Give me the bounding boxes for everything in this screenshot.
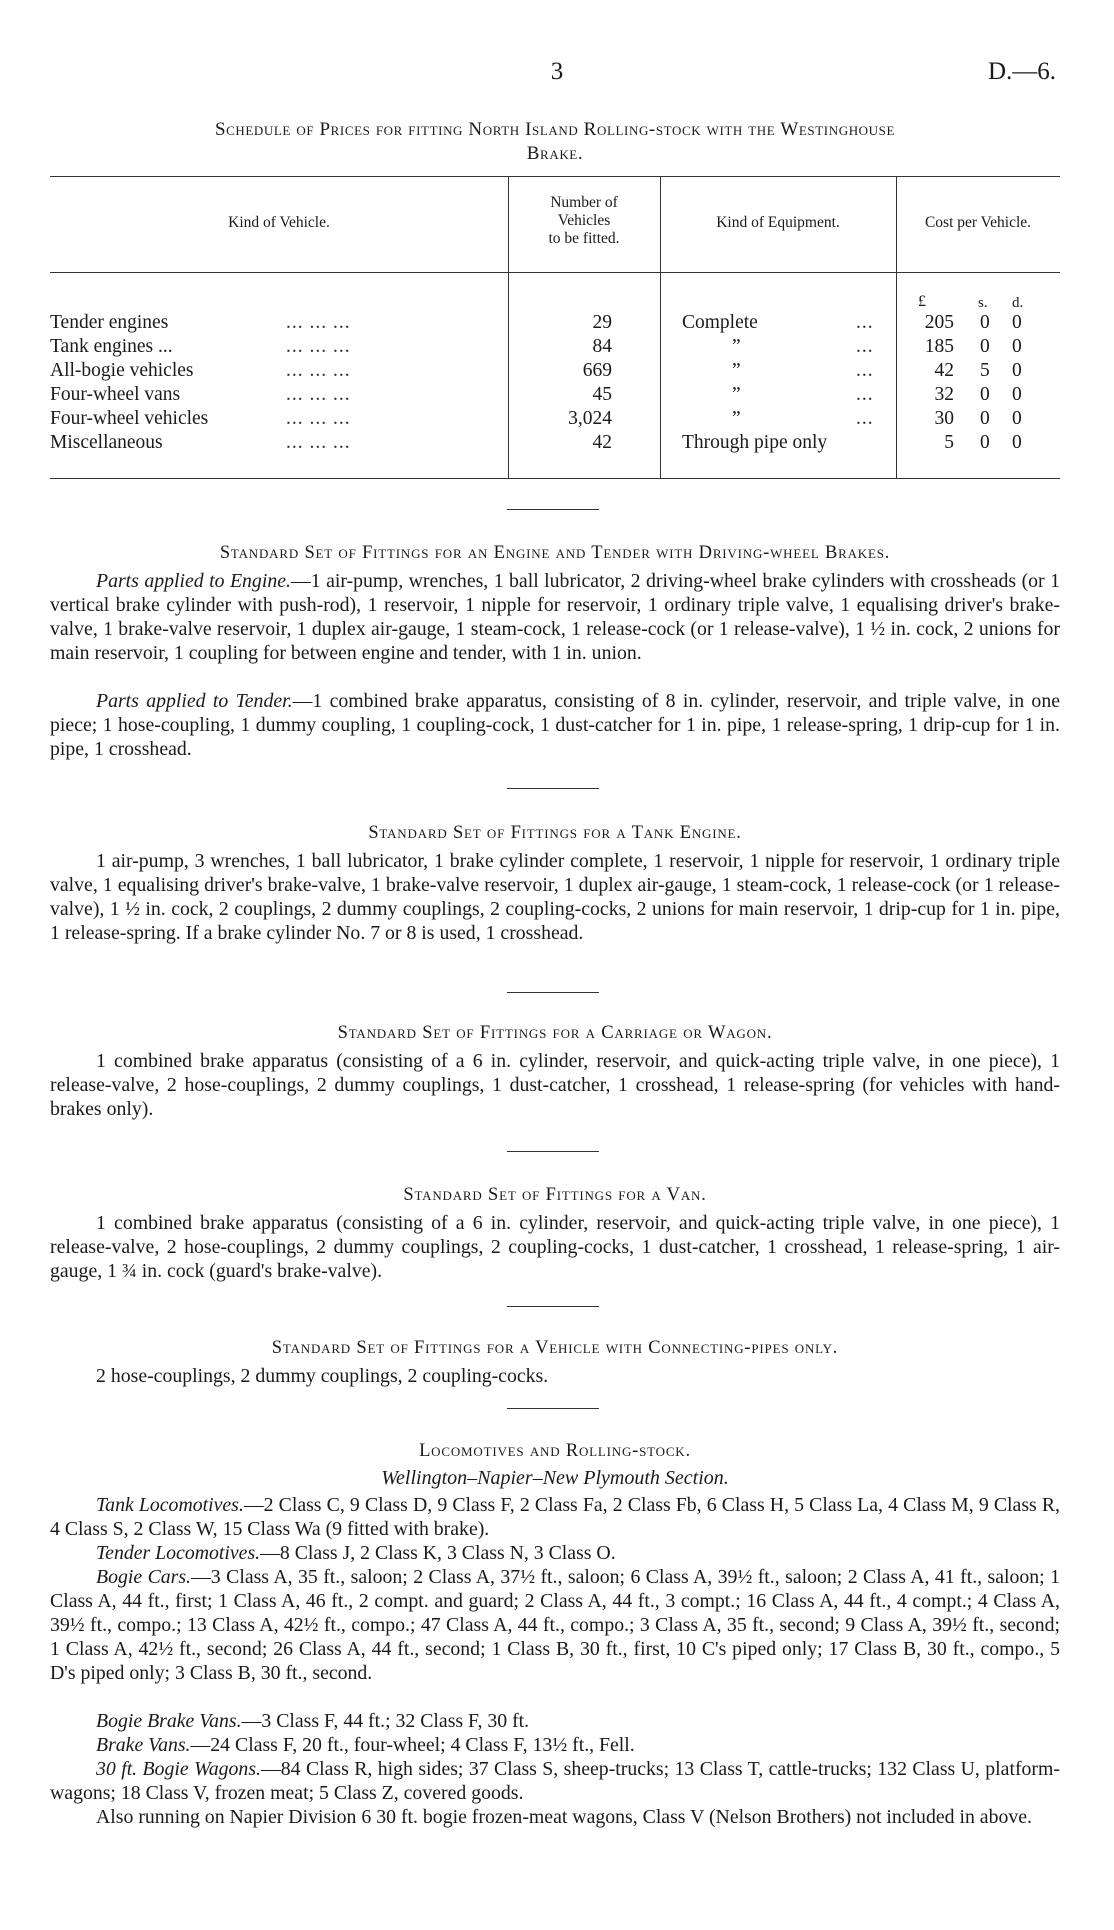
row-pence: 0 <box>1012 312 1022 333</box>
bogie-brake-vans-text: —3 Class F, 44 ft.; 32 Class F, 30 ft. <box>241 1710 530 1732</box>
schedule-title-line1: Schedule of Prices for fitting North Island Rolling-stock with the Westinghouse <box>214 119 896 140</box>
section-heading-tank-engine: Standard Set of Fittings for a Tank Engine. <box>368 823 742 843</box>
row-shillings: 0 <box>980 312 990 333</box>
paragraph-bogie-brake-vans <box>50 1709 1060 1733</box>
tender-parts-text: —1 combined brake apparatus, consisting of 8 in. cylinder, reservoir, and triple valve, in one piece; 1 hose-coupling, 1 dummy coupling, 1 coupling-cock, 1 dust-catcher for 1 in. pipe, 1 release-spring, 1 drip-cup for 1 in. pipe, 1 crosshead. <box>50 690 1060 760</box>
row-equipment: ” <box>732 408 741 429</box>
section-separator <box>507 509 599 510</box>
row-pounds: 205 <box>924 312 954 333</box>
row-equipment-dots: ... <box>856 408 874 429</box>
paragraph-bogie-cars <box>50 1565 1060 1685</box>
row-equipment: ” <box>732 360 741 381</box>
bogie-wagons-label: 30 ft. Bogie Wagons. <box>96 1758 261 1780</box>
row-dots: ... ... ... <box>286 360 351 381</box>
row-pence: 0 <box>1012 360 1022 381</box>
brake-vans-text: —24 Class F, 20 ft., four-wheel; 4 Class F, 13½ ft., Fell. <box>190 1734 635 1756</box>
header-number-line3: to be fitted. <box>548 230 620 247</box>
row-dots: ... ... ... <box>286 384 351 405</box>
row-equipment: ” <box>732 384 741 405</box>
row-number: 669 <box>582 360 612 381</box>
row-kind: Four-wheel vans <box>50 384 181 405</box>
header-kind-of-vehicle: Kind of Vehicle. <box>228 214 330 231</box>
header-number-line1: Number of <box>550 194 618 211</box>
table-header-rule <box>50 272 1060 273</box>
header-cost-per-vehicle: Cost per Vehicle. <box>924 214 1032 231</box>
row-equipment: ” <box>732 336 741 357</box>
row-pounds: 185 <box>924 336 954 357</box>
paragraph-carriage-wagon: 1 combined brake apparatus (consisting of a 6 in. cylinder, reservoir, and quick-acting triple valve, in one piece), 1 release-valve, 2 hose-couplings, 2 dummy couplings, 1 dust-catcher, 1 crosshead, 1 release-spring (for vehicles with hand-brakes only). <box>50 1050 1060 1120</box>
row-pounds: 5 <box>944 432 954 453</box>
row-pounds: 30 <box>934 408 954 429</box>
row-equipment-dots: ... <box>856 312 874 333</box>
bogie-cars-text: —3 Class A, 35 ft., saloon; 2 Class A, 37½ ft., saloon; 6 Class A, 39½ ft., saloon; 2 Class A, 41 ft., saloon; 1 Class A, 44 ft., first; 1 Class A, 46 ft., 2 compt. and guard; 2 Class A, 44 ft., 3 compt.; 16 Class A, 44 ft., 4 compt.; 4 Class A, 39½ ft., compo.; 13 Class A, 42½ ft., compo.; 47 Class A, 44 ft., compo.; 3 Class A, 35 ft., second; 9 Class A, 39½ ft., second; 1 Class A, 42½ ft., second; 26 Class A, 44 ft., second; 1 Class B, 30 ft., first, 10 C's piped only; 17 Class B, 30 ft., compo., 5 D's piped only; 3 Class B, 30 ft., second. <box>50 1566 1061 1684</box>
row-dots: ... ... ... <box>286 312 351 333</box>
row-dots: ... ... ... <box>286 408 351 429</box>
row-number: 84 <box>592 336 612 357</box>
row-number: 45 <box>592 384 612 405</box>
engine-parts-label: Parts applied to Engine. <box>96 570 291 592</box>
row-pounds: 32 <box>934 384 954 405</box>
row-kind: Four-wheel vehicles <box>50 408 209 429</box>
paragraph-tender-locomotives <box>50 1541 1060 1565</box>
row-equipment: Through pipe only <box>682 432 828 453</box>
section-separator <box>507 1408 599 1409</box>
section-heading-connecting-pipes: Standard Set of Fittings for a Vehicle with Connecting-pipes only. <box>271 1338 839 1358</box>
bogie-cars-label: Bogie Cars. <box>96 1566 192 1588</box>
section-separator <box>507 992 599 993</box>
row-pence: 0 <box>1012 408 1022 429</box>
paragraph-engine-parts <box>50 569 1060 665</box>
section-separator <box>507 1306 599 1307</box>
row-shillings: 0 <box>980 408 990 429</box>
row-equipment-dots: ... <box>856 336 874 357</box>
bogie-brake-vans-label: Bogie Brake Vans. <box>96 1710 242 1732</box>
document-reference: D.—6. <box>987 58 1056 85</box>
tender-locomotives-label: Tender Locomotives. <box>96 1542 261 1564</box>
row-dots: ... ... ... <box>286 336 351 357</box>
paragraph-brake-vans <box>50 1733 1060 1757</box>
row-kind: All-bogie vehicles <box>50 360 194 381</box>
currency-shillings: s. <box>978 295 988 311</box>
tender-locomotives-text: —8 Class J, 2 Class K, 3 Class N, 3 Class O. <box>260 1542 616 1564</box>
paragraph-napier-division: Also running on Napier Division 6 30 ft. bogie frozen-meat wagons, Class V (Nelson Brothers) not included in above. <box>96 1806 1032 1828</box>
paragraph-tank-engine: 1 air-pump, 3 wrenches, 1 ball lubricator, 1 brake cylinder complete, 1 reservoir, 1 nipple for reservoir, 1 ordinary triple valve, 1 equalising driver's brake-valve, 1 brake-valve reservoir, 1 duplex air-gauge, 1 steam-cock, 1 release-cock (or 1 release-valve), 1 ½ in. cock, 2 couplings, 2 dummy couplings, 2 coupling-cocks, 2 unions for main reservoir, 1 drip-cup for 1 in. pipe, 1 release-spring. If a brake cylinder No. 7 or 8 is used, 1 crosshead. <box>50 850 1060 944</box>
header-kind-of-equipment: Kind of Equipment. <box>716 214 840 231</box>
row-number: 42 <box>592 432 612 453</box>
paragraph-tank-locomotives <box>50 1493 1060 1541</box>
table-bottom-rule <box>50 478 1060 479</box>
currency-pounds: £ <box>918 293 926 310</box>
page-number: 3 <box>550 58 564 85</box>
header-number-of-vehicles <box>508 194 660 248</box>
row-number: 3,024 <box>568 408 612 429</box>
row-equipment: Complete <box>682 312 758 333</box>
row-kind: Miscellaneous <box>50 432 163 453</box>
header-number-line2: Vehicles <box>557 212 611 229</box>
section-subheading-wellington: Wellington–Napier–New Plymouth Section. <box>381 1467 729 1489</box>
section-heading-locomotives: Locomotives and Rolling-stock. <box>419 1441 691 1461</box>
schedule-title-line2: Brake. <box>526 143 584 164</box>
row-shillings: 0 <box>980 384 990 405</box>
row-number: 29 <box>592 312 612 333</box>
row-shillings: 0 <box>980 336 990 357</box>
row-dots: ... ... ... <box>286 432 351 453</box>
tank-locomotives-text: —2 Class C, 9 Class D, 9 Class F, 2 Class Fa, 2 Class Fb, 6 Class H, 5 Class La, 4 Class M, 9 Class R, 4 Class S, 2 Class W, 15 Class Wa (9 fitted with brake). <box>50 1494 1060 1540</box>
row-shillings: 0 <box>980 432 990 453</box>
section-separator <box>507 1151 599 1152</box>
paragraph-tender-parts <box>50 689 1060 761</box>
paragraph-van: 1 combined brake apparatus (consisting of a 6 in. cylinder, reservoir, and quick-acting triple valve, in one piece), 1 release-valve, 2 hose-couplings, 2 dummy couplings, 2 coupling-cocks, 1 dust-catcher, 1 crosshead, 1 release-spring, 1 air-gauge, 1 ¾ in. cock (guard's brake-valve). <box>50 1212 1060 1282</box>
section-separator <box>507 788 599 789</box>
paragraph-bogie-wagons <box>50 1757 1060 1805</box>
row-kind: Tank engines ... <box>50 336 173 357</box>
section-heading-carriage-wagon: Standard Set of Fittings for a Carriage or Wagon. <box>337 1023 773 1043</box>
paragraph-connecting-pipes: 2 hose-couplings, 2 dummy couplings, 2 coupling-cocks. <box>96 1365 549 1387</box>
row-shillings: 5 <box>980 360 990 381</box>
tender-parts-label: Parts applied to Tender. <box>96 690 293 712</box>
currency-pence: d. <box>1012 295 1024 311</box>
bogie-wagons-text: —84 Class R, high sides; 37 Class S, sheep-trucks; 13 Class T, cattle-trucks; 132 Class U, platform-wagons; 18 Class V, frozen meat; 5 Class Z, covered goods. <box>50 1758 1060 1804</box>
table-top-rule <box>50 176 1060 177</box>
row-kind: Tender engines <box>50 312 169 333</box>
row-pence: 0 <box>1012 432 1022 453</box>
row-equipment-dots: ... <box>856 384 874 405</box>
section-heading-engine-tender: Standard Set of Fittings for an Engine and Tender with Driving-wheel Brakes. <box>219 543 891 563</box>
row-pence: 0 <box>1012 336 1022 357</box>
tank-locomotives-label: Tank Locomotives. <box>96 1494 244 1516</box>
row-pounds: 42 <box>934 360 954 381</box>
row-pence: 0 <box>1012 384 1022 405</box>
engine-parts-text: —1 air-pump, wrenches, 1 ball lubricator, 2 driving-wheel brake cylinders with crossheads (or 1 vertical brake cylinder with push-rod), 1 reservoir, 1 nipple for reservoir, 1 ordinary triple valve, 1 equalising driver's brake-valve, 1 brake-valve reservoir, 1 duplex air-gauge, 1 steam-cock, 1 release-cock (or 1 release-valve), 1 ½ in. cock, 2 unions for main reservoir, 1 coupling for between engine and tender, with 1 in. union. <box>50 570 1060 664</box>
section-heading-van: Standard Set of Fittings for a Van. <box>403 1185 707 1205</box>
brake-vans-label: Brake Vans. <box>96 1734 191 1756</box>
row-equipment-dots: ... <box>856 360 874 381</box>
